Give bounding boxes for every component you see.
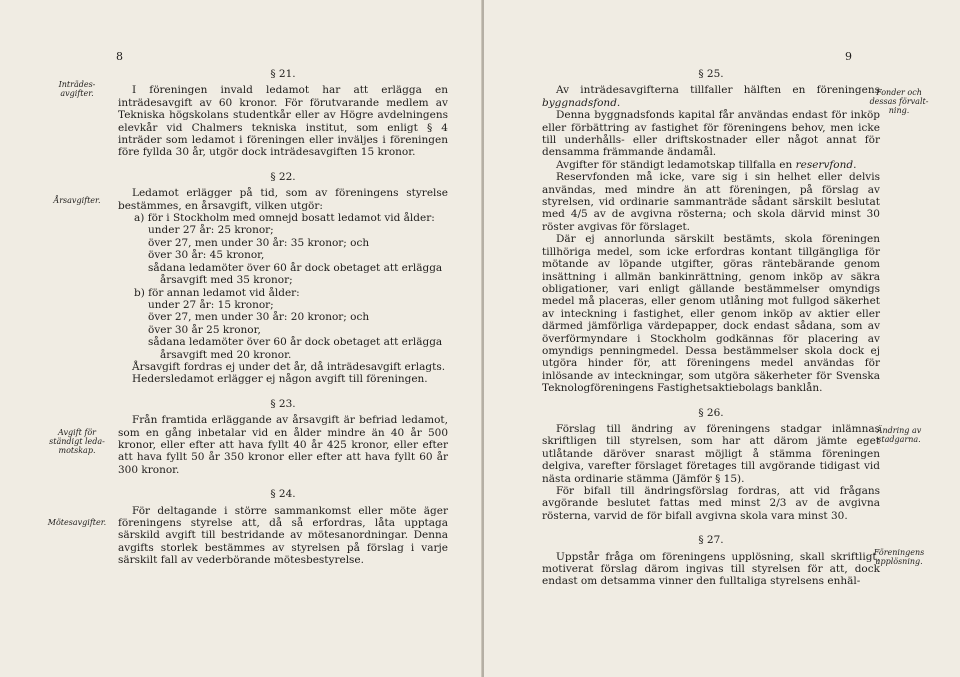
margin-note-intradesavgifter: Inträdes- avgifter. bbox=[58, 80, 96, 98]
left-page-body bbox=[118, 68, 448, 567]
section-22-a4: sådana ledamöter över 60 år dock obetaget att erlägga årsavgift med 35 kronor; bbox=[148, 261, 443, 287]
section-25-p3-term: reservfond. bbox=[795, 158, 857, 171]
section-22-b4: sådana ledamöter över 60 år dock obetaget att erlägga årsavgift med 20 kronor. bbox=[148, 336, 443, 361]
page-number: 9 bbox=[845, 50, 852, 63]
section-heading-25: § 25. bbox=[698, 68, 724, 80]
section-22-item-a: a) för i Stockholm med omnejd bosatt ledamot vid ålder: bbox=[134, 212, 435, 225]
section-25-p4: Reservfonden må icke, vare sig i sin helhet eller delvis användas, med mindre än att föreningen, på förslag av styrelsen, vid ordinarie sammanträde sådant särskilt beslutat med 4/5 av de avgivna rösterna; och skola därvid minst 30 röster avgivas för förslaget. bbox=[542, 171, 880, 233]
margin-note-upplosning: Föreningens upplösning. bbox=[873, 548, 925, 566]
section-heading-23: § 23. bbox=[270, 397, 296, 410]
section-heading-21: § 21. bbox=[270, 68, 296, 80]
section-21-text: I föreningen invald ledamot har att erlägga en inträdesavgift av 60 kronor. För förutvarande medlem av Tekniska högskolans studentkår eller av Högre avdelningens elevkår vid Chalmers tekniska institut, som enligt § 4 inträder som ledamot i föreningen eller inväljes i föreningen före fyllda 30 år, utgör dock inträdesavgiften 15 kronor. bbox=[118, 84, 448, 159]
section-26-p1: Förslag till ändring av föreningens stadgar inlämnas skriftligen till styrelsen, som har att därom jämte eget utlåtande däröver snarast möjligt å stämma föreningen delgiva, varefter förslaget företages till avgörande tidigast vid nästa ordinarie stämma (Jämför § 15). bbox=[542, 422, 880, 485]
section-22-intro: Ledamot erlägger på tid, som av föreningens styrelse bestämmes, en årsavgift, vilken utgör: bbox=[118, 187, 448, 212]
right-page-body bbox=[542, 68, 880, 588]
section-25-p3 bbox=[542, 159, 880, 171]
page-number: 8 bbox=[116, 50, 123, 63]
section-23-text: Från framtida erläggande av årsavgift är befriad ledamot, som en gång inbetalar vid en ålder mindre än 40 år 500 kronor, eller efter att hava fyllt 40 år 425 kronor, eller efter att hava fyllt 50 år 350 kronor eller efter att hava fyllt 60 år 300 kronor. bbox=[118, 414, 448, 476]
section-22-a3: över 30 år: 45 kronor, bbox=[148, 249, 265, 262]
section-25-p1 bbox=[542, 84, 880, 109]
margin-note-avgift-standig: Avgift för ständigt leda- motskap. bbox=[49, 428, 105, 455]
section-22-p2: Årsavgift fordras ej under det år, då inträdesavgift erlagts. bbox=[132, 360, 446, 373]
section-22-b2: över 27, men under 30 år: 20 kronor; och bbox=[148, 311, 370, 324]
section-22-a2: över 27, men under 30 år: 35 kronor; och bbox=[148, 236, 370, 249]
section-22-a1: under 27 år: 25 kronor; bbox=[148, 224, 274, 237]
right-page bbox=[484, 0, 960, 677]
margin-note-andring: Ändring av stadgarna. bbox=[876, 426, 922, 444]
section-25-p3-text: Avgifter för ständigt ledamotskap tillfalla en bbox=[556, 158, 796, 171]
margin-note-motesavgifter: Mötesavgifter. bbox=[47, 518, 107, 527]
section-22-item-b: b) för annan ledamot vid ålder: bbox=[134, 286, 300, 299]
section-22-b3: över 30 år 25 kronor, bbox=[148, 323, 261, 336]
section-22-b1: under 27 år: 15 kronor; bbox=[148, 298, 274, 311]
section-25-p1-text: Av inträdesavgifterna tillfaller hälften en föreningens bbox=[556, 84, 880, 97]
section-27-p1: Uppstår fråga om föreningens upplösning, skall skriftligt, motiverat förslag därom ingivas till styrelsen för att, dock endast om detsamma vinner den fulltaliga styrelsens enhäl- bbox=[542, 550, 880, 588]
section-heading-22: § 22. bbox=[270, 170, 296, 183]
section-25-p2: Denna byggnadsfonds kapital får användas endast för inköp eller förbättring av fastighet för föreningens behov, men icke till underhålls- eller driftskostnader eller något annat för densamma främmande ändamål. bbox=[542, 109, 880, 159]
section-heading-24: § 24. bbox=[270, 488, 296, 501]
section-26-p2: För bifall till ändringsförslag fordras, att vid frågans avgörande beslutet fattas med minst 2/3 av de avgivna rösterna, varvid de för bifall avgivna skola vara minst 30. bbox=[542, 485, 880, 522]
section-heading-27: § 27. bbox=[698, 534, 724, 547]
section-22-p3: Hedersledamot erlägger ej någon avgift till föreningen. bbox=[132, 373, 428, 386]
section-25-p1-term: byggnadsfond. bbox=[542, 96, 621, 109]
section-25-p5: Där ej annorlunda särskilt bestämts, skola föreningen tillhöriga medel, som icke erfordras kontant tillgängliga för mötande av löpande utgifter, göras räntebärande genom insättning i allmän bankinrättning, genom inköp av säkra obligationer, vari enligt gällande bestämmelser omyndigs medel må placeras, eller genom utlåning mot fullgod säkerhet av inteckning i fastighet, eller genom inköp av aktier eller därmed jämförliga värdepapper, dock endast sådana, som av överförmyndare i Stockholm godkännas för placering av omyndigs penningmedel. Dessa bestämmelser skola dock ej utgöra hinder för, att föreningens medel användas för inlösande av inteckningar, som utgöra säkerheter för Svenska Teknologföreningens Fastighetsaktiebolags banklån. bbox=[542, 233, 880, 395]
section-24-text: För deltagande i större sammankomst eller möte äger föreningens styrelse att, då så erfordras, låta upptaga särskild avgift till bestridande av mötesanordningar. Denna avgifts storlek bestämmes av styrelsen på förslag i varje särskilt fall av vederbörande mötesbestyrelse. bbox=[118, 504, 448, 567]
section-heading-26: § 26. bbox=[698, 406, 724, 419]
margin-note-arsavgifter: Årsavgifter. bbox=[53, 196, 101, 205]
margin-note-fonder: Fonder och dessas förvalt- ning. bbox=[869, 88, 929, 115]
